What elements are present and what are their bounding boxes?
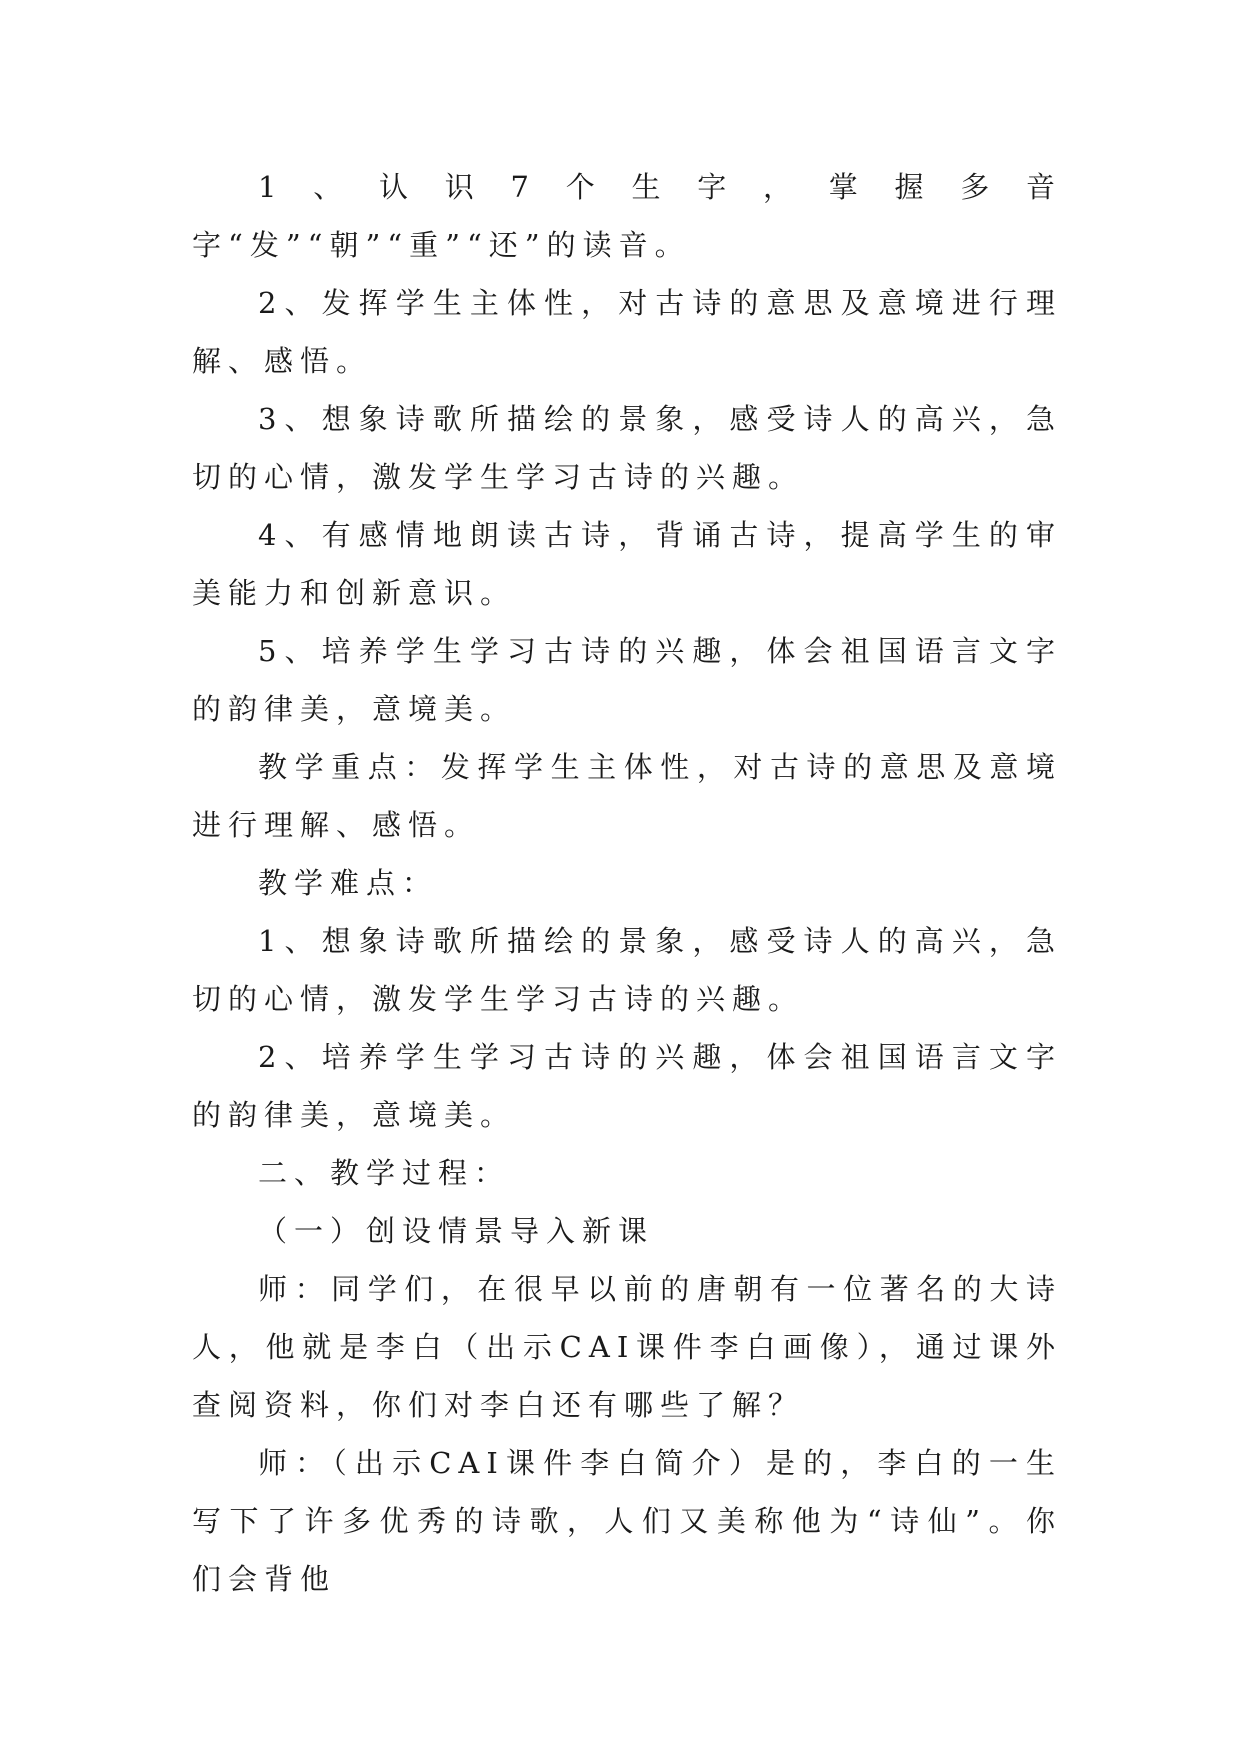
section-heading-process: 二、教学过程： xyxy=(258,1156,511,1190)
objective-2: 2、发挥学生主体性，对古诗的意思及意境进行理解、感悟。 xyxy=(192,286,1062,378)
difficulty-2: 2、培养学生学习古诗的兴趣，体会祖国语言文字的韵律美，意境美。 xyxy=(192,1040,1062,1132)
teaching-difficulty-heading: 教学难点： xyxy=(258,866,439,900)
subsection-heading-intro: （一）创设情景导入新课 xyxy=(258,1214,655,1248)
objective-4: 4、有感情地朗读古诗，背诵古诗，提高学生的审美能力和创新意识。 xyxy=(192,518,1062,610)
objective-1: 1、认识7个生字，掌握多音字“发”“朝”“重”“还”的读音。 xyxy=(192,170,1062,262)
objective-5: 5、培养学生学习古诗的兴趣，体会祖国语言文字的韵律美，意境美。 xyxy=(192,634,1062,726)
teacher-dialogue-1: 师：同学们，在很早以前的唐朝有一位著名的大诗人，他就是李白（出示CAI课件李白画像），通过课外查阅资料，你们对李白还有哪些了解？ xyxy=(192,1272,1062,1422)
objective-3: 3、想象诗歌所描绘的景象，感受诗人的高兴，急切的心情，激发学生学习古诗的兴趣。 xyxy=(192,402,1062,494)
teaching-focus: 教学重点：发挥学生主体性，对古诗的意思及意境进行理解、感悟。 xyxy=(192,750,1062,842)
teacher-dialogue-2: 师：（出示CAI课件李白简介）是的，李白的一生写下了许多优秀的诗歌，人们又美称他为“诗仙”。你们会背他 xyxy=(192,1446,1062,1596)
difficulty-1: 1、想象诗歌所描绘的景象，感受诗人的高兴，急切的心情，激发学生学习古诗的兴趣。 xyxy=(192,924,1062,1016)
document-page xyxy=(192,158,1062,1608)
